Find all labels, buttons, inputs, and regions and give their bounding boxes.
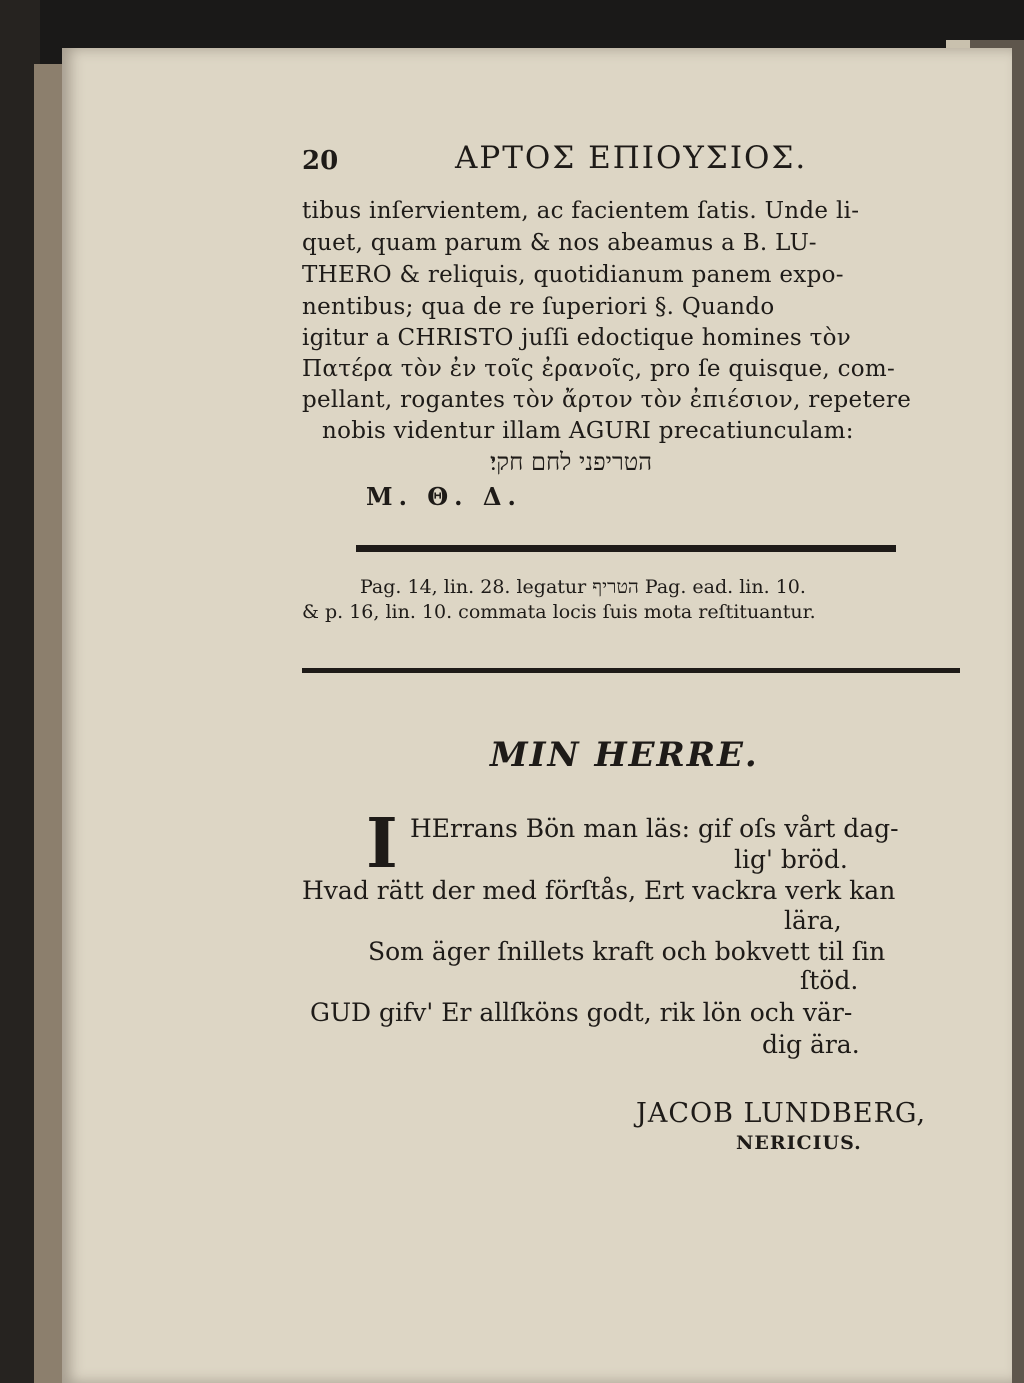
section-rule (356, 545, 896, 552)
text-line: quet, quam parum & nos abeamus a B. LU- (302, 230, 817, 256)
text-line: nobis videntur illam AGURI precatiunculam: (322, 418, 854, 444)
text-line: THERO & reliquis, quotidianum panem expo- (302, 262, 844, 288)
text-line: igitur a CHRISTO juſſi edoctique homines τὸν (302, 325, 852, 351)
drop-cap: I (366, 804, 398, 884)
text-line: tibus inſervientem, ac facientem ſatis. Unde li- (302, 198, 860, 224)
signature-place: NERICIUS. (736, 1132, 862, 1154)
poem-line: GUD gifv' Er allſköns godt, rik lön och vär- (310, 998, 853, 1027)
errata-line: Pag. 14, lin. 28. legatur הטריף Pag. ead. lin. 10. (360, 576, 806, 598)
hebrew-quotation: הטריפני לחם חקי׃ (490, 448, 653, 476)
errata-line: & p. 16, lin. 10. commata locis ſuis mota reſtituantur. (302, 601, 816, 623)
poem-title: MIN HERRE. (490, 735, 759, 775)
poem-line: ſtöd. (800, 966, 859, 995)
book-edge (34, 64, 64, 1383)
text-line: Πατέρα τὸν ἐν τοῖς ἐρανοῖς, pro ſe quisque, com- (302, 356, 896, 382)
signoff-initials: M. Θ. Δ. (366, 482, 522, 511)
poem-line: lig' bröd. (734, 845, 848, 874)
running-title: ΑΡΤΟΣ ΕΠΙΟΥΣΙΟΣ. (455, 140, 808, 176)
poem-line: Hvad rätt der med förſtås, Ert vackra verk kan (302, 876, 896, 905)
poem-line: dig ära. (762, 1030, 860, 1059)
section-rule (302, 668, 960, 673)
signature-name: JACOB LUNDBERG, (636, 1098, 927, 1129)
text-line: pellant, rogantes τὸν ἄρτον τὸν ἐπιέσιον, repetere (302, 387, 912, 413)
poem-line: lära, (784, 906, 842, 935)
poem-line: HErrans Bön man läs: gif oſs vårt dag- (410, 814, 899, 843)
page-number: 20 (302, 146, 339, 176)
poem-line: Som äger ſnillets kraft och bokvett til ſin (368, 937, 886, 966)
text-line: nentibus; qua de re ſuperiori §. Quando (302, 294, 775, 320)
